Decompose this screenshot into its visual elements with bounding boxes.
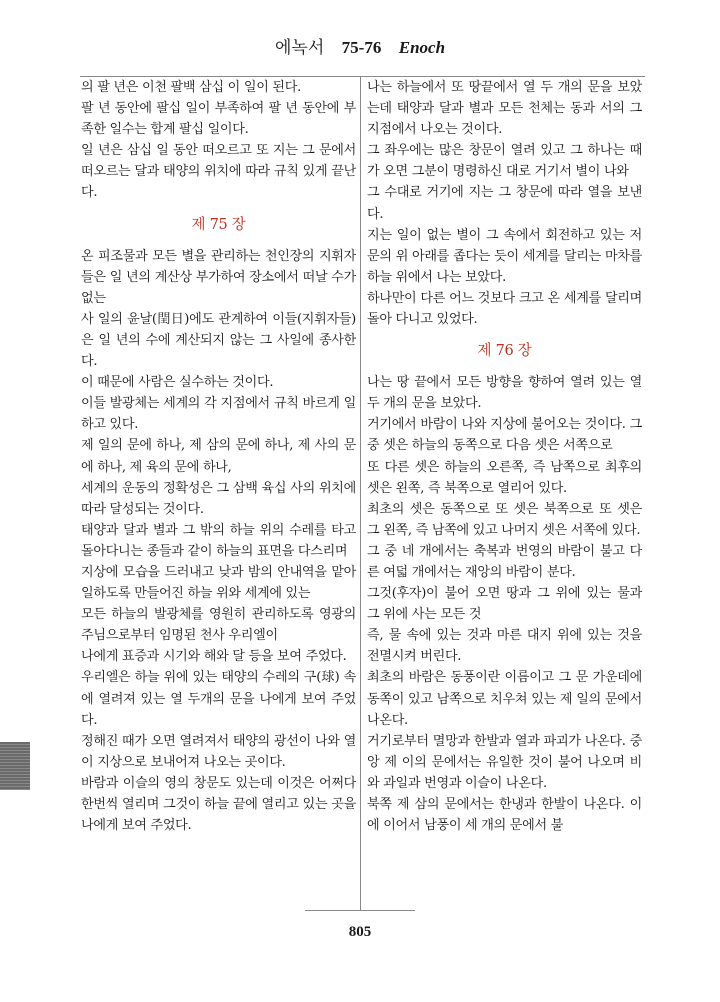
header-english-title: Enoch [398,38,446,57]
verse-paragraph: 최초의 바람은 동풍이란 이름이고 그 문 가운데에 동쪽이 있고 남쪽으로 치우쳐 있는 제 일의 문에서 나온다. [367,670,642,728]
verse-paragraph: 지상에 모습을 드러내고 낮과 밤의 안내역을 맡아 일하도록 만들어진 하늘 위와 세계에 있는 [81,564,356,602]
verse-paragraph: 그것(후자)이 불어 오면 땅과 그 위에 있는 물과 그 위에 사는 모든 것 [367,586,642,623]
verse-paragraph: 하나만이 다른 어느 것보다 크고 온 세계를 달리며 돌아 다니고 있었다. [367,290,642,328]
verse-paragraph: 팔 년 동안에 팔십 일이 부족하여 팔 년 동안에 부족한 일수는 합계 팔십 일이다. [81,101,356,138]
header-korean-title: 에녹서 [274,38,325,58]
verse-paragraph: 그 수대로 거기에 지는 그 창문에 따라 열을 보낸다. [367,185,642,222]
verse-paragraph: 태양과 달과 별과 그 밖의 하늘 위의 수레를 타고 돌아다니는 종들과 같이 하늘의 표면을 다스리며 [81,522,356,559]
chapter-title-75: 제 75 장 [191,216,246,233]
verse-paragraph: 나에게 표증과 시기와 해와 달 등을 보여 주었다. [81,649,347,665]
verse-paragraph: 온 피조물과 모든 별을 관리하는 천인장의 지휘자들은 일 년의 계산상 부가하여 장소에서 떠날 수가 없는 [81,248,356,306]
verse-paragraph: 이들 발광체는 세계의 각 지점에서 규칙 바르게 일하고 있다. [81,396,356,433]
footer-rule [305,910,415,911]
running-header [0,30,720,66]
verse-paragraph: 정해진 때가 오면 열려져서 태양의 광선이 나와 열이 지상으로 보내어져 나오는 곳이다. [81,733,356,770]
verse-paragraph: 지는 일이 없는 별이 그 속에서 회전하고 있는 저 문의 위 아래를 좁다는 듯이 세계를 달리는 마차를 하늘 위에서 나는 보았다. [367,227,642,285]
verse-paragraph: 이 때문에 사람은 실수하는 것이다. [81,375,274,391]
verse-paragraph: 최초의 셋은 동쪽으로 또 셋은 북쪽으로 또 셋은 그 왼쪽, 즉 남쪽에 있고 나머지 셋은 서쪽에 있다. [367,501,642,538]
right-column [367,77,642,836]
header-chapter-range: 75-76 [341,38,382,57]
column-divider [360,76,361,910]
verse-paragraph: 그 좌우에는 많은 창문이 열려 있고 그 하나는 때가 오면 그분이 명령하신 대로 거기서 별이 나와 [367,143,642,180]
verse-paragraph: 사 일의 윤날(閏日)에도 관계하여 이들(지휘자들)은 일 년의 수에 계산되지 않는 그 사일에 종사한다. [81,311,356,370]
verse-paragraph: 바람과 이슬의 영의 창문도 있는데 이것은 어쩌다 한번씩 열리며 그것이 하늘 끝에 열리고 있는 곳을 나에게 보여 주었다. [81,775,356,834]
verse-paragraph: 일 년은 삼십 일 동안 떠오르고 또 지는 그 문에서 떠오르는 달과 태양의 위치에 따라 규칙 있게 끝난다. [81,143,356,201]
left-column [81,77,356,836]
left-paragraphs-before [81,77,356,204]
section-thumb-tab [0,742,30,790]
verse-paragraph: 나는 하늘에서 또 땅끝에서 열 두 개의 문을 보았는데 태양과 달과 별과 모든 천체는 동과 서의 그 지점에서 나오는 것이다. [367,80,642,138]
verse-paragraph: 거기에서 바람이 나와 지상에 불어오는 것이다. 그 중 셋은 하늘의 동쪽으로 다음 셋은 서쪽으로 [367,417,642,454]
verse-paragraph: 북쪽 제 삼의 문에서는 한냉과 한발이 나온다. 이에 이어서 남풍이 세 개의 문에서 불 [367,797,642,834]
verse-paragraph: 의 팔 년은 이천 팔백 삼십 이 일이 된다. [81,80,301,95]
verse-paragraph: 세계의 운동의 정확성은 그 삼백 육십 사의 위치에 따라 달성되는 것이다. [81,480,356,517]
verse-paragraph: 거기로부터 멸망과 한발과 열과 파괴가 나온다. 중앙 제 이의 문에서는 유일한 것이 불어 나오며 비와 과일과 번영과 이슬이 나온다. [367,733,642,791]
verse-paragraph: 우리엘은 하늘 위에 있는 태양의 수레의 구(球) 속에 열려져 있는 열 두개의 문을 나에게 보여 주었다. [81,670,356,728]
verse-paragraph: 그 중 네 개에서는 축복과 번영의 바람이 불고 다른 여덟 개에서는 재앙의 바람이 분다. [367,543,642,580]
right-paragraphs-before [367,77,642,330]
verse-paragraph: 모든 하늘의 발광체를 영원히 관리하도록 영광의 주님으로부터 임명된 천사 우리엘이 [81,607,356,644]
verse-paragraph: 제 일의 문에 하나, 제 삼의 문에 하나, 제 사의 문에 하나, 제 육의 문에 하나, [81,438,356,475]
right-paragraphs-after [367,372,642,836]
left-paragraphs-after [81,246,356,837]
verse-paragraph: 또 다른 셋은 하늘의 오른쪽, 즉 남쪽으로 최후의 셋은 왼쪽, 즉 북쪽으로 열리어 있다. [367,459,642,496]
verse-paragraph: 나는 땅 끝에서 모든 방향을 향하여 열려 있는 열 두 개의 문을 보았다. [367,375,642,412]
chapter-title-76: 제 76 장 [477,343,532,360]
page-number: 805 [348,924,372,940]
verse-paragraph: 즉, 물 속에 있는 것과 마른 대지 위에 있는 것을 전멸시켜 버린다. [367,628,642,665]
